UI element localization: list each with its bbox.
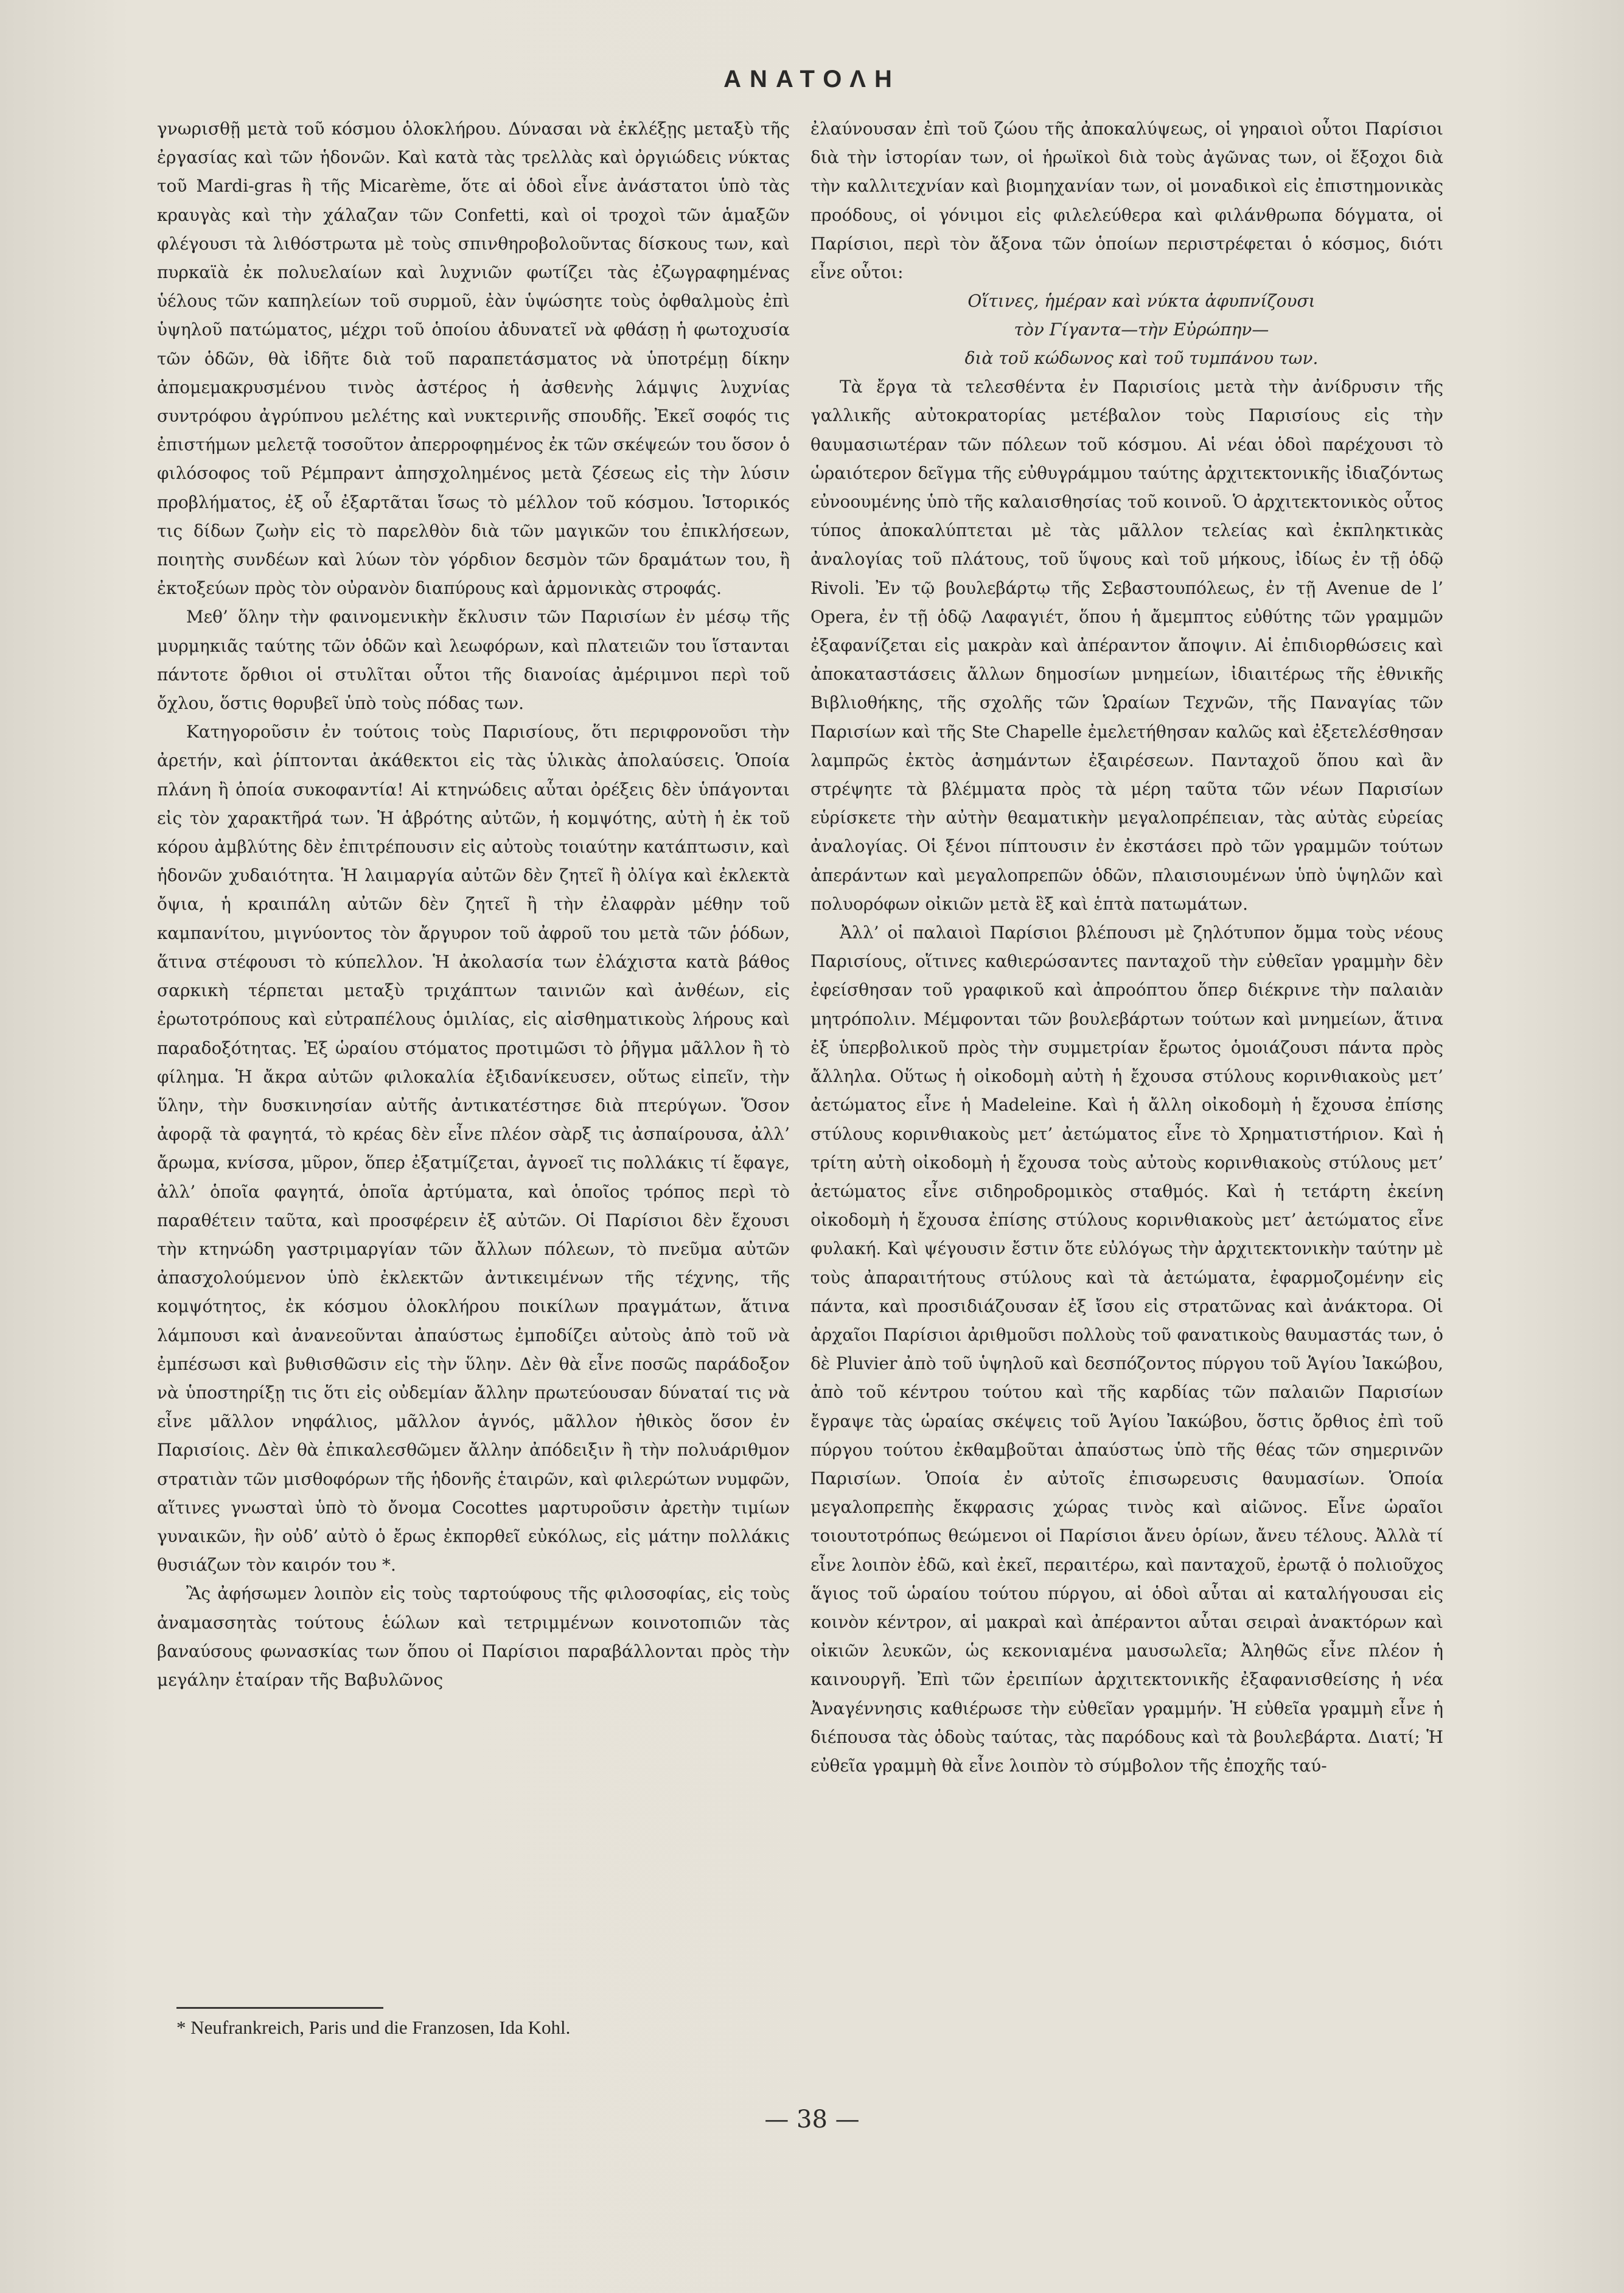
running-header: ΑΝΑΤΟΛΗ — [723, 66, 901, 92]
paragraph: Τὰ ἔργα τὰ τελεσθέντα ἐν Παρισίοις μετὰ τὴν ἀνίδρυσιν τῆς γαλλικῆς αὐτοκρατορίας μετέβαλον τοὺς Παρισίους εἰς τὴν θαυμασιωτέραν τῶν πόλεων τοῦ κόσμου. Αἱ νέαι ὁδοὶ παρέχουσι τὸ ὡραιότερον δεῖγμα τῆς εὐθυγράμμου ταύτης ἀρχιτεκτονικῆς ἰδιαζόντως εὐνοουμένης ὑπὸ τῆς καλαισθησίας τοῦ κοινοῦ. Ὁ ἀρχιτεκτονικὸς οὗτος τύπος ἀποκαλύπτεται μὲ τὰς μᾶλλον τελείας καὶ ἐκπληκτικὰς ἀναλογίας τοῦ πλάτους, τοῦ ὕψους καὶ τοῦ μήκους, ἰδίως ἐν τῇ ὁδῷ Rivoli. Ἐν τῷ βουλεβάρτῳ τῆς Σεβαστουπόλεως, ἐν τῇ Avenue de l’ Opera, ἐν τῇ ὁδῷ Λαφαγιέτ, ὅπου ἡ ἄμεμπτος εὐθύτης τῶν γραμμῶν ἐξαφανίζεται εἰς μακρὰν καὶ ἀπέραντον ἄποψιν. Αἱ ἐπιδιορθώσεις καὶ ἀποκαταστάσεις ἄλλων δημοσίων μνημείων, ἰδιαιτέρως τῆς ἐθνικῆς Βιβλιοθήκης, τῆς σχολῆς τῶν Ὡραίων Τεχνῶν, τῆς Παναγίας τῶν Παρισίων καὶ τῆς Ste Chapelle ἐμελετήθησαν καλῶς καὶ ἐξετελέσθησαν λαμπρῶς ἐκτὸς ἀσημάντων ἐξαιρέσεων. Πανταχοῦ ὅπου καὶ ἂν στρέψητε τὰ βλέμματα πρὸς τὰ μέρη ταῦτα τῶν νέων Παρισίων εὑρίσκετε τὴν αὐτὴν θεαματικὴν μεγαλοπρέπειαν, τὰς αὐτὰς εὐρείας ἀναλογίας. Οἱ ξένοι πίπτουσιν ἐν ἐκστάσει πρὸ τῶν γραμμῶν τούτων ἀπεράντων καὶ μεγαλοπρεπῶν ὁδῶν, πλαισιουμένων ὑπὸ ὑψηλῶν καὶ πολυορόφων οἰκιῶν μετὰ ἓξ καὶ ἑπτὰ πατωμάτων. — [810, 377, 1443, 914]
paragraph: ἐλαύνουσαν ἐπὶ τοῦ ζώου τῆς ἀποκαλύψεως, οἱ γηραιοὶ οὗτοι Παρίσιοι διὰ τὴν ἱστορίαν των, οἱ ἡρωϊκοὶ διὰ τοὺς ἀγῶνας των, οἱ ἔξοχοι διὰ τὴν καλλιτεχνίαν καὶ βιομηχανίαν των, οἱ μοναδικοὶ εἰς ἐπιστημονικὰς προόδους, οἱ γόνιμοι εἰς φιλελεύθερα καὶ φιλάνθρωπα δόγματα, οἱ Παρίσιοι, περὶ τὸν ἄξονα τῶν ὁποίων περιστρέφεται ὁ κόσμος, διότι εἶνε οὗτοι: — [810, 119, 1443, 283]
footnote: * Neufrankreich, Paris und die Franzosen, Ida Kohl. — [176, 2017, 571, 2038]
verse-line: Οἵτινες, ἡμέραν καὶ νύκτα ἀφυπνίζουσι — [967, 291, 1316, 312]
paragraph: Κατηγοροῦσιν ἐν τούτοις τοὺς Παρισίους, ὅτι περιφρονοῦσι τὴν ἀρετήν, καὶ ῥίπτονται ἀκάθεκτοι εἰς τὰς ὑλικὰς ἀπολαύσεις. Ὁποία πλάνη ἢ ὁποία συκοφαντία! Αἱ κτηνώδεις αὗται ὀρέξεις δὲν ὑπάγονται εἰς τὸν χαρακτῆρά των. Ἡ ἁβρότης αὐτῶν, ἡ κομψότης, αὐτὴ ἡ ἐκ τοῦ κόρου ἀμβλύτης δὲν ἐπιτρέπουσιν εἰς αὐτοὺς τοιαύτην κατάπτωσιν, καὶ ἡδονῶν χυδαιότητα. Ἡ λαιμαργία αὐτῶν δὲν ζητεῖ ἢ ὀλίγα καὶ ἐκλεκτὰ ὄψια, ἡ κραιπάλη αὐτῶν δὲν ζητεῖ ἢ τὴν ἐλαφρὰν μέθην τοῦ καμπανίτου, μιγνύοντος τὸν ἄργυρον τοῦ ἀφροῦ του μετὰ τῶν ῥόδων, ἅτινα στέφουσι τὸ κύπελλον. Ἡ ἀκολασία των ἐλάχιστα κατὰ βάθος σαρκικὴ τέρπεται μεταξὺ τριχάπτων ταινιῶν καὶ ἀνθέων, εἰς ἐρωτοτρόπους καὶ εὐτραπέλους ὁμιλίας, εἰς αἰσθηματικοὺς λήρους καὶ παραδοξότητας. Ἐξ ὡραίου στόματος προτιμῶσι τὸ ῥῆγμα μᾶλλον ἢ τὸ φίλημα. Ἡ ἄκρα αὐτῶν φιλοκαλία ἐξιδανίκευσεν, οὕτως εἰπεῖν, τὴν ὕλην, τὴν δυσκινησίαν αὐτῆς ἀντικατέστησε διὰ πτερύγων. Ὅσον ἀφορᾷ τὰ φαγητά, τὸ κρέας δὲν εἶνε πλέον σὰρξ τις ἀσπαίρουσα, ἀλλ’ ἄρωμα, κνίσσα, μῦρον, ὅπερ ἐξατμίζεται, ἀγνοεῖ τις πολλάκις τί ἔφαγε, ἀλλ’ ὁποῖα φαγητά, ὁποῖα ἀρτύματα, καὶ ὁποῖος τρόπος περὶ τὸ παραθέτειν ταῦτα, καὶ προσφέρειν ἐξ αὐτῶν. Οἱ Παρίσιοι δὲν ἔχουσι τὴν κτηνώδη γαστριμαργίαν τῶν ἄλλων πόλεων, τὸ πνεῦμα αὐτῶν ἀπασχολούμενον ὑπὸ ἐκλεκτῶν ἀντικειμένων τῆς τέχνης, τῆς κομψότητος, ἐκ κόσμου ὁλοκλήρου ποικίλων πραγμάτων, ἅτινα λάμπουσι καὶ ἀνανεοῦνται ἀπαύστως ἐμποδίζει αὐτοὺς ἀπὸ τοῦ νὰ ἐμπέσωσι καὶ βυθισθῶσιν εἰς τὴν ὕλην. Δὲν θὰ εἶνε ποσῶς παράδοξον νὰ ὑποστηρίξῃ τις ὅτι εἰς οὐδεμίαν ἄλλην πρωτεύουσαν δύναταί τις νὰ εἶνε μᾶλλον νηφάλιος, μᾶλλον ἁγνός, μᾶλλον ἠθικὸς ὅσον ἐν Παρισίοις. Δὲν θὰ ἐπικαλεσθῶμεν ἄλλην ἀπόδειξιν ἢ τὴν πολυάριθμον στρατιὰν τῶν μισθοφόρων τῆς ἡδονῆς ἑταιρῶν, καὶ φιλερώτων νυμφῶν, αἵτινες γνωσταὶ ὑπὸ τὸ ὄνομα Cocottes μαρτυροῦσιν ἀρετὴν τιμίων γυναικῶν, ἣν οὐδ’ αὐτὸ ὁ ἔρως ἐκπορθεῖ εὐκόλως, εἰς μάτην πολλάκις θυσιάζων τὸν καιρόν του *. — [157, 722, 790, 1576]
paragraph: Ἀλλ’ οἱ παλαιοὶ Παρίσιοι βλέπουσι μὲ ζηλότυπον ὄμμα τοὺς νέους Παρισίους, οἵτινες καθιερώσαντες πανταχοῦ τὴν εὐθεῖαν γραμμὴν δὲν ἐφείσθησαν τοῦ γραφικοῦ καὶ ἀπροόπτου ὅπερ διέκρινε τὴν παλαιὰν μητρόπολιν. Μέμφονται τῶν βουλεβάρτων τούτων καὶ μνημείων, ἅτινα ἐξ ὑπερβολικοῦ πρὸς τὴν συμμετρίαν ἔρωτος ὁμοιάζουσι πάντα πρὸς ἄλληλα. Οὕτως ἡ οἰκοδομὴ αὐτὴ ἡ ἔχουσα στύλους κορινθιακοὺς μετ’ ἀετώματος εἶνε ἡ Madeleine. Καὶ ἡ ἄλλη οἰκοδομὴ ἡ ἔχουσα ἐπίσης στύλους κορινθιακοὺς μετ’ ἀετώματος εἶνε τὸ Χρηματιστήριον. Καὶ ἡ τρίτη αὐτὴ οἰκοδομὴ ἡ ἔχουσα τοὺς αὐτοὺς κορινθιακοὺς στύλους μετ’ ἀετώματος εἶνε σιδηροδρομικὸς σταθμός. Καὶ ἡ τετάρτη ἐκείνη οἰκοδομὴ ἡ ἔχουσα ἐπίσης στύλους κορινθιακοὺς μετ’ ἀετώματος εἶνε φυλακή. Καὶ ψέγουσιν ἔστιν ὅτε εὐλόγως τὴν ἀρχιτεκτονικὴν ταύτην μὲ τοὺς ἀπαραιτήτους στύλους καὶ τὰ ἀετώματα, ἐφαρμοζομένην εἰς πάντα, καὶ προσιδιάζουσαν ἐξ ἴσου εἰς στρατῶνας καὶ ἀνάκτορα. Οἱ ἀρχαῖοι Παρίσιοι ἀριθμοῦσι πολλοὺς τοῦ φανατικοὺς θαυμαστάς των, ὁ δὲ Pluvier ἀπὸ τοῦ ὑψηλοῦ καὶ δεσπόζοντος πύργου τοῦ Ἁγίου Ἰακώβου, ἀπὸ τοῦ κέντρου τούτου καὶ τῆς καρδίας τῶν παλαιῶν Παρισίων ἔγραψε τὰς ὡραίας σκέψεις τοῦ Ἁγίου Ἰακώβου, ὅστις ὄρθιος ἐπὶ τοῦ πύργου τούτου ἐκθαμβοῦται ἀπαύστως ὑπὸ τῆς θέας τῶν σημερινῶν Παρισίων. Ὁποία ἐν αὐτοῖς ἐπισωρευσις θαυμασίων. Ὁποία μεγαλοπρεπὴς ἔκφρασις χώρας τινὸς καὶ αἰῶνος. Εἶνε ὡραῖοι τοιουτοτρόπως θεώμενοι οἱ Παρίσιοι ἄνευ ὁρίων, ἄνευ τέλους. Ἀλλὰ τί εἶνε λοιπὸν ἐδῶ, καὶ ἐκεῖ, περαιτέρω, καὶ πανταχοῦ, ἐρωτᾷ ὁ πολιοῦχος ἅγιος τοῦ ὡραίου τούτου πύργου, αἱ ὁδοὶ αὗται αἱ καταλήγουσαι εἰς κοινὸν κέντρον, αἱ μακραὶ καὶ ἀπέραντοι αὗται σειραὶ ἀνακτόρων καὶ οἰκιῶν λευκῶν, ὡς κεκονιαμένα μαυσωλεῖα; Ἀληθῶς εἶνε πλέον ἡ καινουργῆ. Ἐπὶ τῶν ἐρειπίων ἀρχιτεκτονικῆς ἐξαφανισθείσης ἡ νέα Ἀναγέννησις καθιέρωσε τὴν εὐθεῖαν γραμμήν. Ἡ εὐθεῖα γραμμὴ εἶνε ἡ διέπουσα τὰς ὁδοὺς ταύτας, τὰς παρόδους καὶ τὰ βουλεβάρτα. Διατί; Ἡ εὐθεῖα γραμμὴ θὰ εἶνε λοιπὸν τὸ σύμβολον τῆς ἐποχῆς ταύ- — [810, 923, 1443, 1776]
footnote-rule — [176, 2007, 383, 2009]
page-number: — 38 — — [764, 2106, 860, 2134]
paragraph: Μεθ’ ὅλην τὴν φαινομενικὴν ἔκλυσιν τῶν Παρισίων ἐν μέσῳ τῆς μυρμηκιᾶς ταύτης τῶν ὁδῶν καὶ λεωφόρων, καὶ πλατειῶν του ἵστανται πάντοτε ὄρθιοι οἱ στυλῖται οὗτοι τῆς διανοίας ἀμέριμνοι περὶ τοῦ ὄχλου, ὅστις θορυβεῖ ὑπὸ τοὺς πόδας των. — [157, 607, 790, 714]
left-column — [157, 114, 790, 2086]
right-column — [810, 114, 1443, 2086]
verse-line: τὸν Γίγαντα—τὴν Εὐρώπην— — [1014, 319, 1269, 340]
verse-line: διὰ τοῦ κώδωνος καὶ τοῦ τυμπάνου των. — [964, 348, 1319, 369]
paragraph: γνωρισθῇ μετὰ τοῦ κόσμου ὁλοκλήρου. Δύνασαι νὰ ἐκλέξῃς μεταξὺ τῆς ἐργασίας καὶ τῶν ἡδονῶν. Καὶ κατὰ τὰς τρελλὰς καὶ ὀργιώδεις νύκτας τοῦ Mardi-gras ἢ τῆς Micarème, ὅτε αἱ ὁδοὶ εἶνε ἀνάστατοι ὑπὸ τὰς κραυγὰς καὶ τὴν χάλαζαν τῶν Confetti, καὶ οἱ τροχοὶ τῶν ἁμαξῶν φλέγουσι τὰ λιθόστρωτα μὲ τοὺς σπινθηροβολοῦντας δίσκους των, καὶ πυρκαϊὰ ἐκ πολυελαίων καὶ λυχνιῶν φωτίζει τὰς ἐζωγραφημένας ὑέλους τῶν καπηλείων τοῦ συρμοῦ, ἐὰν ὑψώσητε τοὺς ὀφθαλμοὺς ἐπὶ ὑψηλοῦ πατώματος, μέχρι τοῦ ὁποίου ἀδυνατεῖ νὰ φθάσῃ ἡ φωτοχυσία τῶν ὁδῶν, θὰ ἰδῆτε διὰ τοῦ παραπετάσματος νὰ ὑποτρέμῃ δίκην ἀπομεμακρυσμένου τινὸς ἀστέρος ἡ ἀσθενὴς λάμψις λυχνίας συντρόφου ἀγρύπνου μελέτης καὶ νυκτερινῆς σπουδῆς. Ἐκεῖ σοφός τις ἐπιστήμων μελετᾷ τοσοῦτον ἀπερροφημένος ἐκ τῶν σκέψεών του ὅσον ὁ φιλόσοφος τοῦ Ρέμπραντ ἀπησχολημένος μετὰ ζέσεως εἰς τὴν λύσιν προβλήματος, ἐξ οὗ ἐξαρτᾶται ἴσως τὸ μέλλον τοῦ κόσμου. Ἱστορικός τις δίδων ζωὴν εἰς τὸ παρελθὸν διὰ τῶν μαγικῶν του ἐπικλήσεων, ποιητὴς συνδέων καὶ λύων τὸν γόρδιον δεσμὸν τῶν δραμάτων του, ἢ ἐκτοξεύων πρὸς τὸν οὐρανὸν διαπύρους καὶ ἁρμονικὰς στροφάς. — [157, 119, 790, 599]
paragraph: Ἂς ἀφήσωμεν λοιπὸν εἰς τοὺς ταρτούφους τῆς φιλοσοφίας, εἰς τοὺς ἀναμασσητὰς τούτους ἑώλων καὶ τετριμμένων κοινοτοπιῶν τὰς βαναύσους φωνασκίας των ὅπου οἱ Παρίσιοι παραβάλλονται πρὸς τὴν μεγάλην ἑταίραν τῆς Βαβυλῶνος — [157, 1583, 790, 1690]
